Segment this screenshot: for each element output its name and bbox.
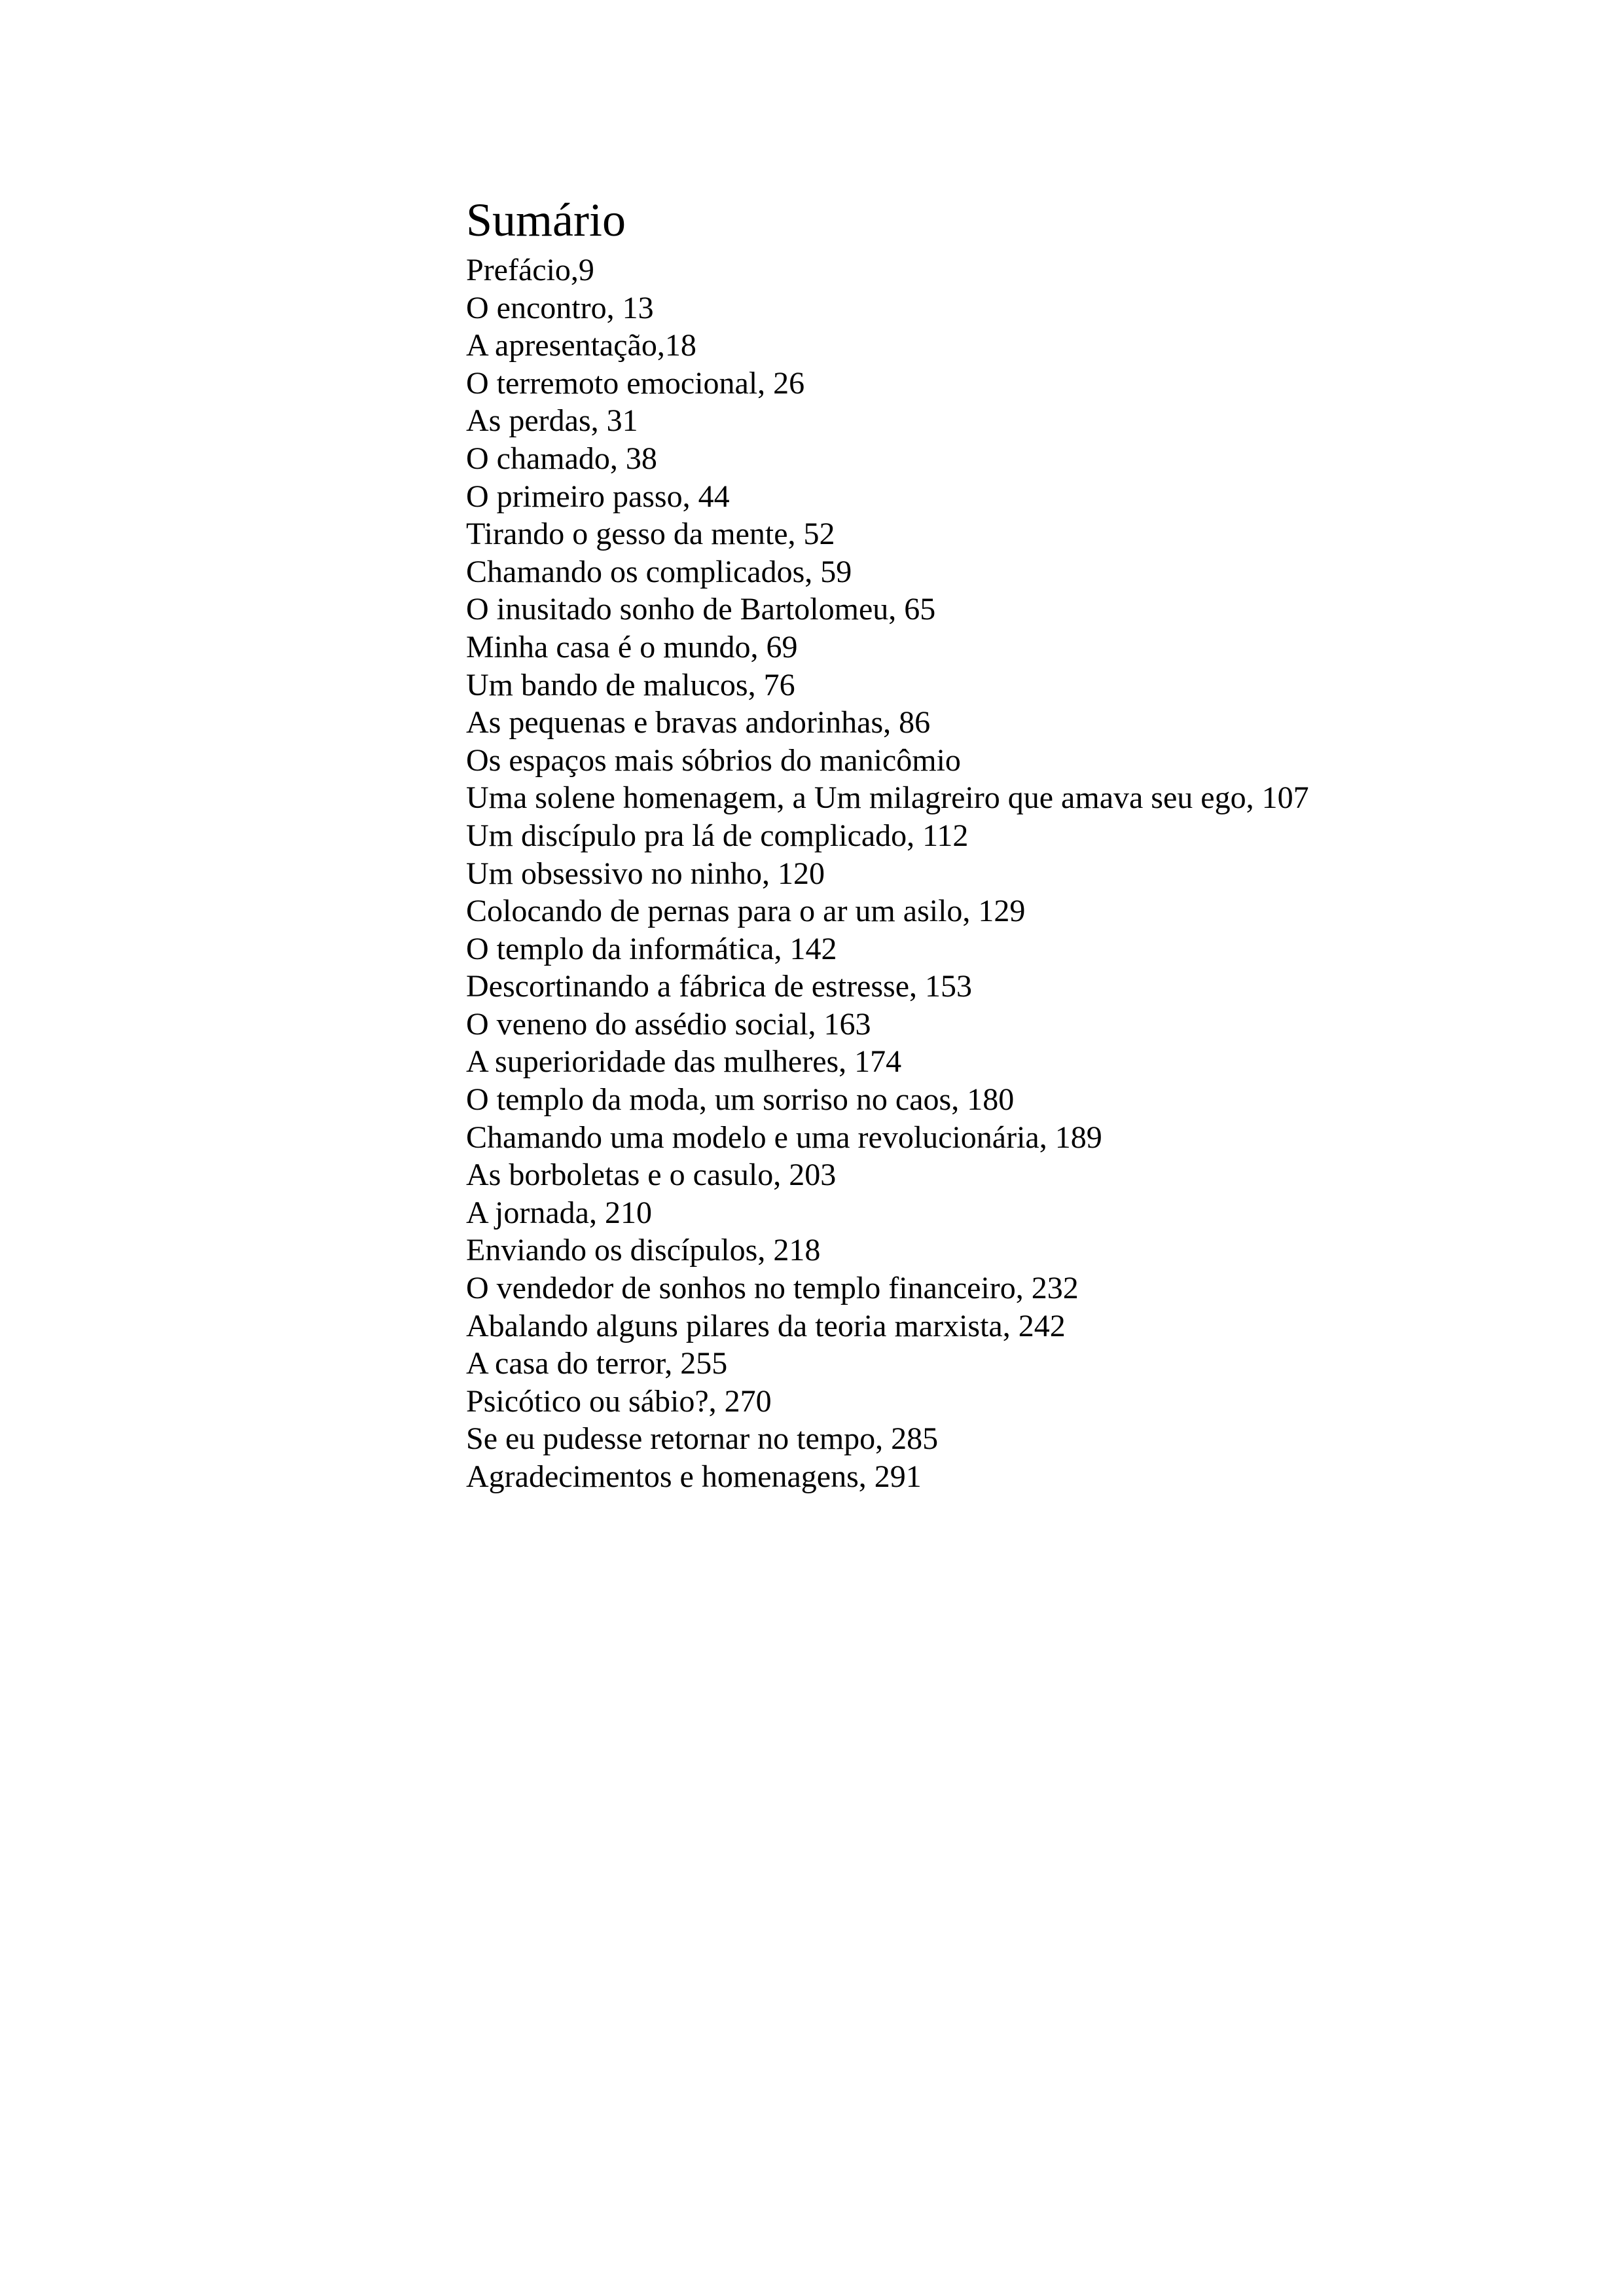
toc-list (466, 251, 1579, 1496)
toc-entry: As perdas, 31 (466, 403, 638, 439)
toc-entry: A casa do terror, 255 (466, 1346, 728, 1381)
toc-entry: O veneno do assédio social, 163 (466, 1006, 871, 1042)
toc-entry: Um bando de malucos, 76 (466, 667, 795, 702)
toc-entry: O primeiro passo, 44 (466, 479, 730, 514)
toc-entry: Tirando o gesso da mente, 52 (466, 517, 835, 552)
toc-entry: O chamado, 38 (466, 441, 657, 476)
toc-entry: Abalando alguns pilares da teoria marxista, 242 (466, 1308, 1066, 1343)
toc-entry: O templo da moda, um sorriso no caos, 180 (466, 1082, 1015, 1118)
toc-entry: Os espaços mais sóbrios do manicômio (466, 742, 961, 778)
toc-entry: Um discípulo pra lá de complicado, 112 (466, 818, 969, 853)
toc-entry: Agradecimentos e homenagens, 291 (466, 1459, 922, 1494)
toc-entry: Enviando os discípulos, 218 (466, 1233, 821, 1268)
toc-entry: O vendedor de sonhos no templo financeiro, 232 (466, 1271, 1079, 1306)
toc-entry: O inusitado sonho de Bartolomeu, 65 (466, 592, 936, 627)
toc-entry: Psicótico ou sábio?, 270 (466, 1383, 772, 1419)
toc-entry: Se eu pudesse retornar no tempo, 285 (466, 1421, 939, 1457)
toc-entry: A apresentação,18 (466, 328, 696, 363)
toc-entry: O encontro, 13 (466, 290, 654, 325)
toc-entry: Chamando uma modelo e uma revolucionária, 189 (466, 1120, 1102, 1155)
toc-entry: O templo da informática, 142 (466, 931, 837, 966)
page-title: Sumário (466, 194, 626, 246)
toc-entry: O terremoto emocional, 26 (466, 365, 805, 401)
toc-entry: Uma solene homenagem, a Um milagreiro que amava seu ego, 107 (466, 780, 1309, 816)
table-of-contents (466, 189, 1579, 1496)
toc-entry: A superioridade das mulheres, 174 (466, 1044, 902, 1080)
toc-entry: As borboletas e o casulo, 203 (466, 1157, 837, 1193)
toc-entry: Colocando de pernas para o ar um asilo, 129 (466, 894, 1026, 929)
toc-entry: Minha casa é o mundo, 69 (466, 629, 798, 665)
toc-entry: Prefácio,9 (466, 253, 594, 287)
toc-entry: Chamando os complicados, 59 (466, 554, 852, 589)
toc-entry: Descortinando a fábrica de estresse, 153 (466, 969, 973, 1004)
toc-entry: As pequenas e bravas andorinhas, 86 (466, 705, 931, 740)
toc-entry: A jornada, 210 (466, 1195, 652, 1230)
toc-entry: Um obsessivo no ninho, 120 (466, 856, 825, 891)
